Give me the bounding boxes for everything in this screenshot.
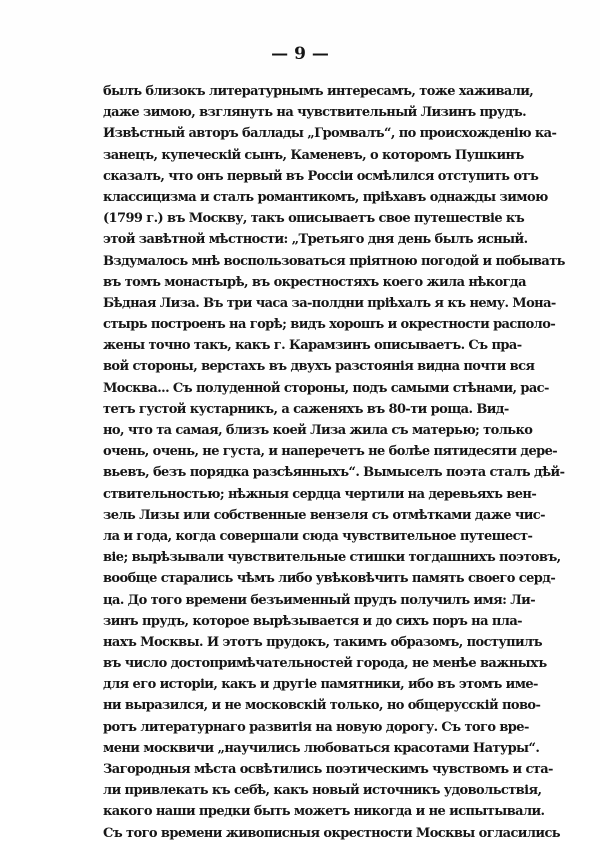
text-line: вообще старались чѣмъ либо увѣковѣчить память своего серд- [103, 571, 556, 587]
text-line: стырь построенъ на горѣ; видъ хорошъ и окрестности располо- [103, 317, 556, 333]
text-line: жены точно такъ, какъ г. Карамзинъ описываетъ. Съ пра- [103, 338, 522, 354]
text-line: Загородныя мѣста освѣтились поэтическимъ чувствомъ и ста- [103, 762, 553, 777]
page-number: — 9 — [271, 44, 329, 64]
text-line: въ томъ монастырѣ, въ окрестностяхъ коего жила нѣкогда [103, 274, 526, 290]
text-line: зель Лизы или собственные вензеля съ отмѣтками даже чис- [103, 507, 545, 523]
text-line: въ число достопримѣчательностей города, не менѣе важныхъ [103, 656, 547, 672]
text-line: ли привлекать къ себѣ, какъ новый источникъ удовольствія, [103, 783, 542, 799]
text-line: занецъ, купеческій сынъ, Каменевъ, о которомъ Пушкинъ [103, 147, 524, 163]
text-line: (1799 г.) въ Москву, такъ описываетъ свое путешествіе къ [103, 211, 525, 227]
text-line: ла и года, когда совершали сюда чувствительное путешест- [103, 528, 533, 544]
text-line: віе; вырѣзывали чувствительные стишки тогдашнихъ поэтовъ, [103, 550, 561, 566]
text-line: ротъ литературнаго развитія на новую дорогу. Съ того вре- [103, 719, 529, 735]
text-line: Москва... Съ полуденной стороны, подъ самыми стѣнами, рас- [103, 380, 549, 396]
text-line: вой стороны, верстахъ въ двухъ разстоянія видна почти вся [103, 359, 535, 375]
text-line: зинъ прудъ, которое вырѣзывается и до сихъ поръ на пла- [103, 613, 522, 629]
text-line: вьевъ, безъ порядка разсѣянныхъ“. Вымыселъ поэта сталъ дѣй- [103, 465, 565, 481]
text-line: былъ близокъ литературнымъ интересамъ, тоже хаживали, [103, 84, 534, 99]
text-line: но, что та самая, близъ коей Лиза жила съ матерью; только [103, 423, 533, 438]
text-line: ни выразился, и не московскій только, но общерусскій пово- [103, 698, 541, 714]
text-line: какого наши предки быть можетъ никогда и не испытывали. [103, 804, 545, 820]
text-line: сказалъ, что онъ первый въ Россіи осмѣлился отступить отъ [103, 168, 539, 184]
text-line: Съ того времени живописныя окрестности Москвы огласились [103, 825, 560, 841]
body-text [103, 81, 565, 844]
text-line: ца. До того времени безъименный прудъ получилъ имя: Ли- [103, 592, 535, 608]
text-line: Вздумалось мнѣ воспользоваться пріятною погодой и побывать [103, 253, 565, 269]
text-line: даже зимою, взглянуть на чувствительный Лизинъ прудъ. [103, 105, 526, 121]
text-line: этой завѣтной мѣстности: „Третьяго дня день былъ ясный. [103, 232, 528, 248]
text-line: нахъ Москвы. И этотъ прудокъ, такимъ образомъ, поступилъ [103, 634, 542, 650]
text-line: классицизма и сталъ романтикомъ, пріѣхавъ однажды зимою [103, 189, 548, 205]
text-line: тетъ густой кустарникъ, а саженяхъ въ 80-ти роща. Вид- [103, 401, 509, 417]
text-line: для его исторіи, какъ и другіе памятники, ибо въ этомъ име- [103, 677, 538, 693]
text-line: очень, очень, не густа, и наперечетъ не болѣе пятидесяти дере- [103, 444, 558, 460]
text-line: мени москвичи „научились любоваться красотами Натуры“. [103, 740, 540, 756]
text-line: Извѣстный авторъ баллады „Громвалъ“, по происхожденію ка- [103, 126, 557, 142]
text-line: ствительностью; нѣжныя сердца чертили на деревьяхъ вен- [103, 486, 537, 502]
text-line: Бѣдная Лиза. Въ три часа за-полдни пріѣхалъ я къ нему. Мона- [103, 295, 556, 311]
